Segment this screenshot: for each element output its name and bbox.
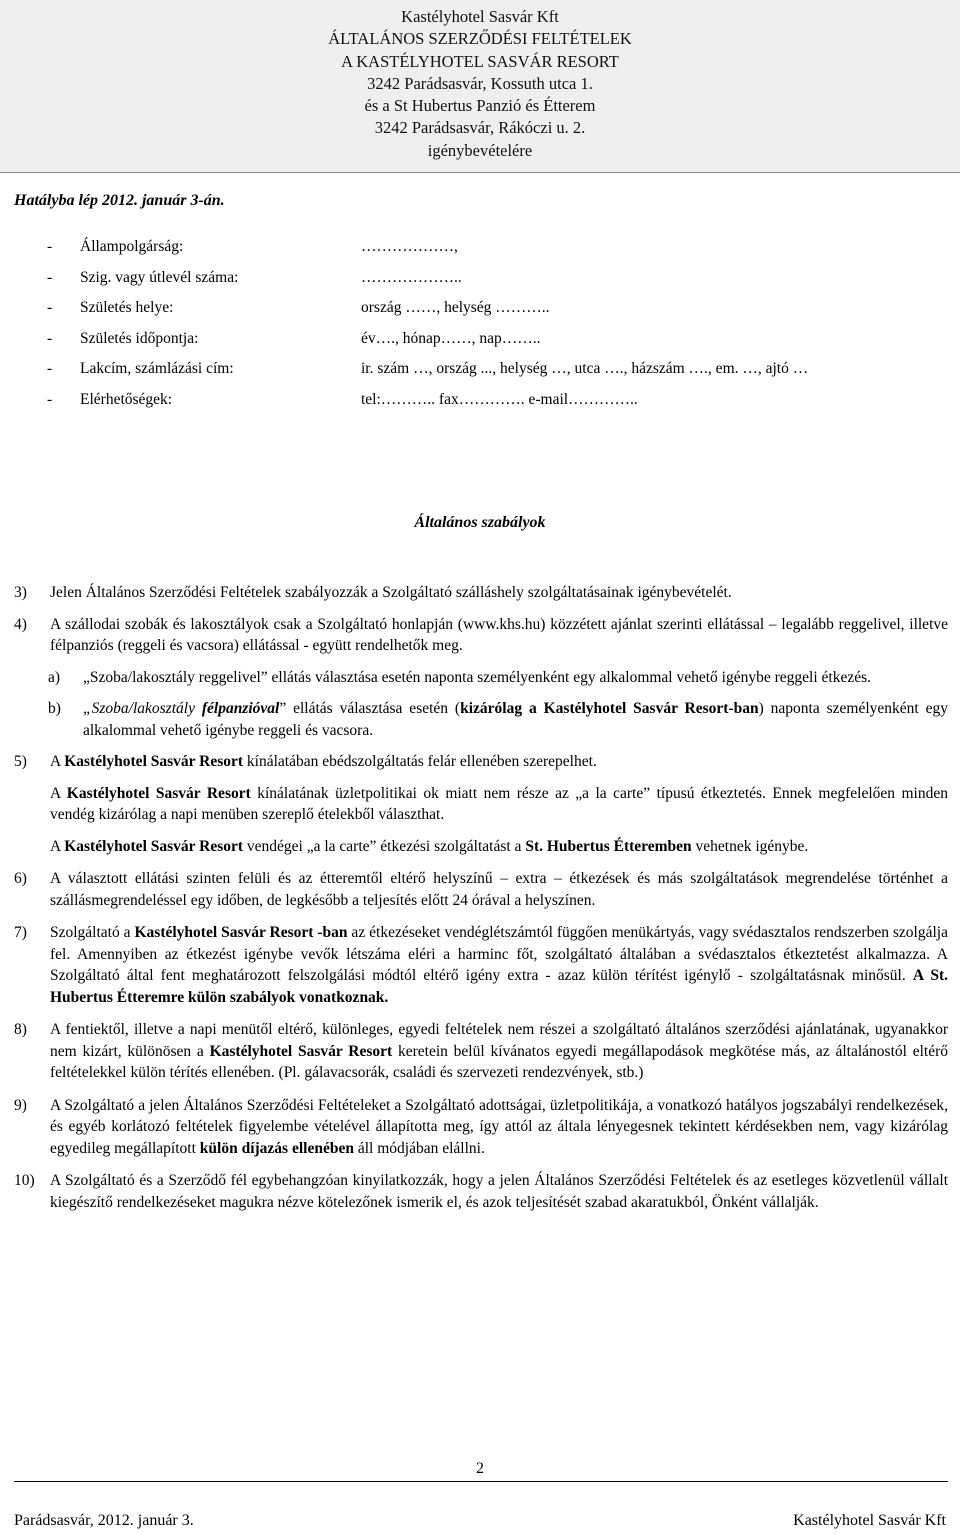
rule-text-part: A Szolgáltató a jelen Általános Szerződési Feltételeket a Szolgáltató adottságai, üzletpolitikája, a vonatkozó hatályos jogszabályi rendelkezések, és egyéb korlátozó feltételek figyelembe vételével állapította meg, így attól az általa lényegesnek tekintett kérdésekben nem, vagy kizárólag egyedileg megállapított: [50, 1096, 948, 1157]
rule-text-bold: Kastélyhotel Sasvár Resort: [66, 784, 251, 802]
rule-9: [14, 1095, 948, 1160]
field-value: tel:……….. fax…………. e-mail…………..: [361, 390, 638, 408]
field-row-birthplace: [47, 298, 947, 329]
field-value: ………………,: [361, 238, 458, 255]
rule-5: [14, 751, 948, 773]
footer-divider: [14, 1481, 948, 1482]
rule-text: Jelen Általános Szerződési Feltételek szabályozzák a Szolgáltató szálláshely szolgáltatásainak igénybevételét.: [50, 584, 732, 601]
field-label: Születés időpontja:: [80, 329, 199, 347]
rule-number: 4): [14, 615, 27, 633]
document-header: [0, 0, 960, 173]
rule-text: [50, 751, 948, 773]
rule-5-continued: [14, 783, 948, 826]
rule-4b: [14, 698, 948, 741]
field-row-address: [47, 359, 947, 390]
rule-number: 3): [14, 584, 27, 601]
rules-body: [14, 582, 948, 1213]
rule-text-bold: Kastélyhotel Sasvár Resort: [64, 837, 244, 855]
rule-text-part: kínálatának üzletpolitikai ok miatt nem része az „a la carte” típusú étkeztetés. Ennek megfelelően minden vendég kizárólag a napi menüben szereplő ételekből választhat.: [50, 784, 948, 823]
rule-text-part: ) naponta személyenként egy alkalommal vehető igénybe reggeli és vacsora.: [83, 700, 948, 739]
field-value: ………………..: [361, 268, 462, 286]
field-dash: -: [47, 299, 53, 316]
rule-text-part: áll módjában elállni.: [353, 1139, 485, 1157]
rule-text: A Szolgáltató és a Szerződő fél egybehangzóan kinyilatkozzák, hogy a jelen Általános Szerződési Feltételek és az esetleges közvetlenül vállalt kiegészítő rendelkezéseket magukra nézve kötelezőnek ismerik el, és azok teljesítését szabad akaratukból, Önként vállalják.: [50, 1172, 948, 1211]
rule-6: [14, 868, 948, 911]
rule-text: [50, 1095, 948, 1160]
footer-place-date: Parádsasvár, 2012. január 3.: [14, 1512, 194, 1529]
field-value: ir. szám …, ország ..., helység …, utca …., házszám …., em. …, ajtó …: [361, 360, 809, 377]
field-row-birthdate: [47, 329, 947, 360]
rule-text-part: vehetnek igénybe.: [691, 837, 809, 855]
rule-number: 5): [14, 753, 27, 770]
rule-text-italic: „Szoba/lakosztály: [83, 700, 202, 717]
section-title: Általános szabályok: [414, 514, 546, 531]
rule-text-part: ” ellátás választása esetén (: [279, 700, 461, 717]
rule-text: [50, 922, 948, 1008]
rule-text: [50, 1019, 948, 1084]
field-label: Lakcím, számlázási cím:: [80, 360, 234, 377]
rule-text-part: az étkezéseket vendéglétszámtól függően menükártyás, vagy svédasztalos rendszerben szolgálja fel. Amennyiben az étkezést igénybe vevők létszáma eléri a harminc főt, szolgáltató általában a svédasztalos étkeztetést alkalmazza. A Szolgáltató által fent meghatározott felszolgálási módtól eltérő igény extra - azaz külön térítést igénylő - szolgáltatásnak minősül.: [50, 924, 948, 984]
field-label: Szig. vagy útlevél száma:: [80, 268, 239, 286]
header-title: ÁLTALÁNOS SZERZŐDÉSI FELTÉTELEK: [328, 29, 632, 49]
rule-text-bold: Kastélyhotel Sasvár Resort: [209, 1042, 393, 1060]
field-label: Állampolgárság:: [80, 238, 184, 255]
rule-4a: [14, 667, 948, 689]
rule-8: [14, 1019, 948, 1084]
rule-text-bold: Kastélyhotel Sasvár Resort -ban: [134, 924, 348, 941]
rule-text-part: A: [50, 837, 65, 855]
field-row-contacts: [47, 390, 947, 421]
header-panzio-address: 3242 Parádsasvár, Rákóczi u. 2.: [374, 118, 586, 138]
rule-number: 8): [14, 1021, 27, 1038]
rule-text-bold: külön díjazás ellenében: [199, 1139, 354, 1157]
rule-number: 10): [14, 1172, 35, 1189]
rule-text-part: keretein belül kívánatos egyedi megállapodások megkötése más, az általánostól eltérő feltételekkel külön térítés ellenében. (Pl. gálavacsorák, családi és szervezeti rendezvények, stb.): [50, 1042, 948, 1081]
rule-text: A választott ellátási szinten felüli és az étteremtől eltérő helyszínű – extra – étkezések és más szolgáltatások megrendelése történhet a szállásmegrendeléssel egy időben, de legkésőbb a teljesítés előtt 24 órával a helyszínen.: [50, 870, 948, 909]
rule-text: [50, 836, 948, 858]
field-value: ország ……, helység ………..: [361, 299, 550, 316]
page-number: 2: [476, 1460, 484, 1477]
field-label: Elérhetőségek:: [80, 390, 173, 408]
rule-text-part: Szolgáltató a: [50, 924, 135, 941]
rule-number: 6): [14, 870, 27, 887]
rule-text: A szállodai szobák és lakosztályok csak a Szolgáltató honlapján (www.khs.hu) közzétett ajánlat szerinti ellátással – legalább reggelivel, illetve félpanziós (reggeli és vacsora) ellátással - együtt rendelhetők meg.: [50, 615, 948, 654]
field-row-id-number: [47, 268, 947, 299]
rule-3: [14, 582, 948, 604]
rule-text: [50, 783, 948, 826]
field-row-citizenship: [47, 237, 947, 268]
rule-number: a): [48, 668, 61, 686]
field-dash: -: [47, 360, 53, 377]
personal-fields: [47, 237, 947, 420]
rule-text-part: A: [50, 784, 67, 802]
rule-7: [14, 922, 948, 1008]
header-usage: igénybevételére: [427, 140, 533, 160]
header-company: Kastélyhotel Sasvár Kft: [401, 7, 559, 26]
header-resort-address: 3242 Parádsasvár, Kossuth utca 1.: [367, 73, 593, 93]
rule-10: [14, 1170, 948, 1213]
field-dash: -: [47, 238, 53, 255]
rule-text-bold: A St. Hubertus Étteremre külön szabályok vonatkoznak.: [50, 967, 948, 1006]
rule-5-alacarte: [14, 836, 948, 858]
field-dash: -: [47, 268, 53, 286]
rule-text-part: kínálatában ebédszolgáltatás felár ellenében szerepelhet.: [243, 753, 597, 770]
field-dash: -: [47, 329, 53, 347]
rule-number: 7): [14, 924, 27, 941]
footer-company: Kastélyhotel Sasvár Kft: [793, 1512, 946, 1529]
rule-text: „Szoba/lakosztály reggelivel” ellátás választása esetén naponta személyenként egy alkalommal vehető igénybe reggeli étkezés.: [83, 668, 872, 686]
rule-number: b): [48, 700, 61, 717]
field-value: év…., hónap……, nap……..: [361, 329, 541, 347]
header-resort: A KASTÉLYHOTEL SASVÁR RESORT: [341, 51, 619, 71]
rule-number: 9): [14, 1096, 27, 1114]
rule-text-part: A fentiektől, illetve a napi menütől eltérő, különleges, egyedi feltételek nem részei a szolgáltató általános szerződési ajánlatának, ugyanakkor nem kizárt, különösen a: [50, 1021, 948, 1060]
rule-text-bold: kizárólag a Kastélyhotel Sasvár Resort-ban: [460, 700, 759, 717]
field-dash: -: [47, 390, 53, 408]
rule-text-part: vendégei „a la carte” étkezési szolgáltatást a: [243, 837, 526, 855]
rule-text-bold: St. Hubertus Étteremben: [525, 837, 692, 855]
rule-4: [14, 614, 948, 657]
rule-text-bold: Kastélyhotel Sasvár Resort: [64, 753, 244, 770]
rule-text-bold-italic: félpanzióval: [201, 700, 280, 717]
effective-date: Hatályba lép 2012. január 3-án.: [14, 192, 225, 209]
header-panzio: és a St Hubertus Panzió és Étterem: [364, 96, 596, 116]
field-label: Születés helye:: [80, 299, 174, 316]
rule-text-part: A: [50, 753, 65, 770]
rule-text: [83, 698, 948, 741]
